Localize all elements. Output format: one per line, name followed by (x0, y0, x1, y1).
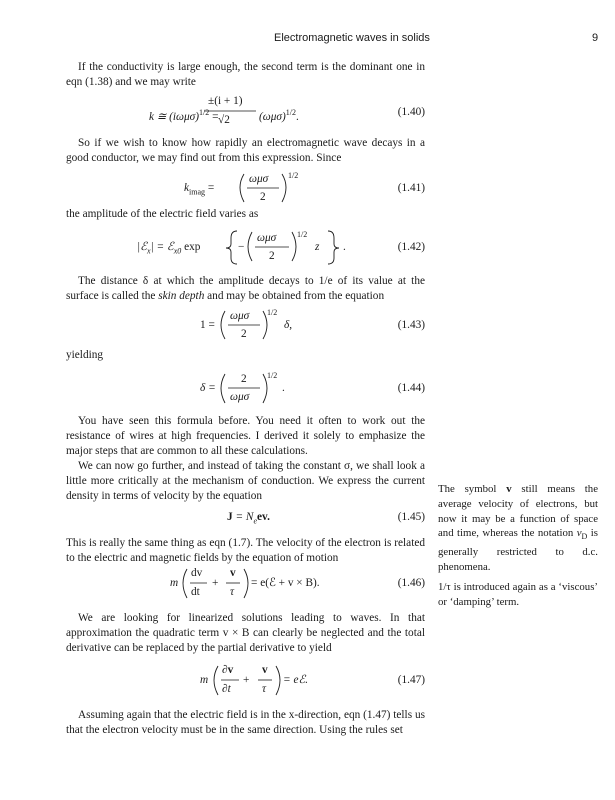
equation-1-42-lines (66, 228, 425, 268)
eq-z: z (315, 241, 320, 253)
eq-end: . (295, 110, 299, 123)
eq-den-2: τ (230, 586, 235, 598)
eq-tail: δ, (284, 319, 293, 331)
eq-exponent: 1/2 (267, 308, 278, 317)
eq-rhs: = e(ℰ + v × B). (251, 577, 320, 589)
paragraph-1: If the conductivity is large enough, the second term is the dominant one in eqn (1.38) and we may write (66, 61, 425, 89)
paragraph-9: We are looking for linearized solutions leading to waves. In that approximation the quadratic term v × B can clearly be neglected and the total derivative can be replaced by the partial derivative to yield (66, 612, 425, 655)
left-paren (248, 232, 252, 261)
eq-subscript: x (146, 246, 151, 256)
eq-numerator: ±(i + 1) (208, 95, 243, 107)
eq-plus: + (243, 674, 250, 686)
eq-num-2: v (262, 664, 268, 676)
equation-1-46 (66, 565, 425, 605)
paragraph-6: You have seen this formula before. You need it often to work out the resistance of wires at high frequencies. I derived it solely to emphasize the major steps that are common to all these calculations. (66, 415, 425, 458)
right-paren (292, 232, 296, 261)
eq-exponent: 1/2 (199, 108, 210, 117)
eq-tail: ev. (257, 511, 270, 523)
right-paren (282, 174, 286, 202)
eq-rhs: = eℰ. (283, 674, 309, 686)
equation-number: (1.42) (397, 241, 425, 253)
eq-numerator: 2 (241, 373, 247, 385)
eq-equals: = N (232, 511, 254, 523)
paragraph-3: the amplitude of the electric field varies as (66, 208, 259, 220)
eq-lhs: k ≅ (iωμσ) (149, 110, 200, 123)
equation-1-40-lines (66, 94, 425, 134)
eq-m: m (170, 577, 179, 589)
eq-numerator: ωμσ (230, 310, 250, 322)
margin-note-damping: 1/τ is introduced again as a ‘viscous’ or ‘damping’ term. (438, 581, 598, 608)
eq-exp-word: exp (181, 241, 201, 253)
eq-lhs: k (184, 182, 190, 194)
paragraph-7: We can now go further, and instead of taking the constant σ, we shall look a little more critically at the mechanism of conduction. We express the current density in terms of velocity by the equation (66, 460, 425, 503)
eq-exponent: 1/2 (288, 171, 299, 180)
eq-rhs-exponent: 1/2 (285, 108, 296, 117)
eq-subscript: imag (189, 187, 206, 197)
left-paren (221, 311, 225, 339)
eq-den-1: ∂t (222, 683, 231, 695)
eq-subscript-2: x0 (173, 246, 182, 256)
paragraph-8: This is really the same thing as eqn (1.7). The velocity of the electron is related to the electric and magnetic fields by the equation of motion (66, 537, 425, 565)
eq-equals: = (205, 182, 215, 194)
eq-denominator: √2 (218, 114, 230, 126)
equation-number: (1.41) (397, 182, 425, 194)
eq-denominator: ωμσ (230, 391, 250, 403)
eq-lhs: δ = (200, 382, 216, 394)
equation-1-40 (66, 94, 425, 134)
left-brace (226, 231, 237, 264)
equation-1-43 (66, 307, 425, 347)
left-paren (214, 666, 218, 695)
equation-1-45 (66, 508, 425, 528)
equation-number: (1.44) (397, 382, 425, 394)
eq-subscript: e (253, 516, 258, 526)
eq-numerator: ωμσ (257, 232, 277, 244)
margin-note-velocity: The symbol v still means the average velocity of electrons, but now it may be a function of space and time, whereas the notation $v_D$ is generally restricted to d.c. phenomena. (438, 483, 598, 574)
equation-1-41 (66, 170, 425, 210)
left-paren (183, 569, 187, 598)
equation-1-41-lines (66, 170, 425, 210)
paragraph-10: Assuming again that the electric field is in the x-direction, eqn (1.47) tells us that the electron velocity must be in the same direction. Using the rules set (66, 709, 425, 737)
equation-number: (1.43) (397, 319, 425, 331)
eq-exponent: 1/2 (267, 371, 278, 380)
equation-number: (1.45) (397, 511, 425, 523)
running-head-title: Electromagnetic waves in solids (274, 32, 430, 44)
eq-m: m (200, 674, 209, 686)
equation-number: (1.40) (397, 106, 425, 118)
right-paren (244, 569, 248, 598)
eq-den-2: τ (262, 683, 267, 695)
eq-plus: + (212, 577, 219, 589)
eq-rhs: (ωμσ) (259, 110, 286, 123)
page-number: 9 (592, 32, 599, 44)
left-paren (221, 374, 225, 403)
eq-lhs: |ℰ (137, 241, 147, 253)
equation-1-44 (66, 368, 425, 408)
equation-1-47 (66, 662, 425, 702)
equation-1-46-lines (66, 565, 425, 605)
eq-denominator: 2 (241, 328, 247, 340)
eq-numerator: ωμσ (249, 173, 269, 185)
equation-1-42 (66, 228, 425, 268)
equation-number: (1.47) (397, 674, 425, 686)
eq-exponent: 1/2 (297, 230, 308, 239)
eq-lhs-2: | = ℰ (150, 241, 174, 253)
eq-end: . (282, 382, 285, 394)
eq-denominator: 2 (260, 191, 266, 203)
eq-minus: − (238, 241, 245, 253)
eq-num-1: ∂v (222, 664, 234, 676)
right-brace (328, 231, 339, 264)
eq-denominator: 2 (269, 250, 275, 262)
equation-number: (1.46) (397, 577, 425, 589)
skin-depth-term: skin depth (158, 290, 205, 303)
paragraph-5: yielding (66, 349, 104, 361)
paragraph-4: The distance δ at which the amplitude decays to 1/e of its value at the surface is called the skin depth and may be obtained from the equation (66, 275, 425, 303)
eq-num-2: v (230, 567, 236, 579)
eq-lhs: 1 = (200, 319, 215, 331)
left-paren (240, 174, 244, 202)
eq-J: J (227, 511, 233, 523)
eq-equals: = (209, 110, 219, 123)
eq-den-1: dt (191, 586, 200, 598)
paragraph-2: So if we wish to know how rapidly an electromagnetic wave decays in a good conductor, we may find out from this expression. Since (66, 137, 425, 165)
eq-end: . (343, 241, 346, 253)
eq-num-1: dv (191, 567, 203, 579)
right-paren (276, 666, 280, 695)
